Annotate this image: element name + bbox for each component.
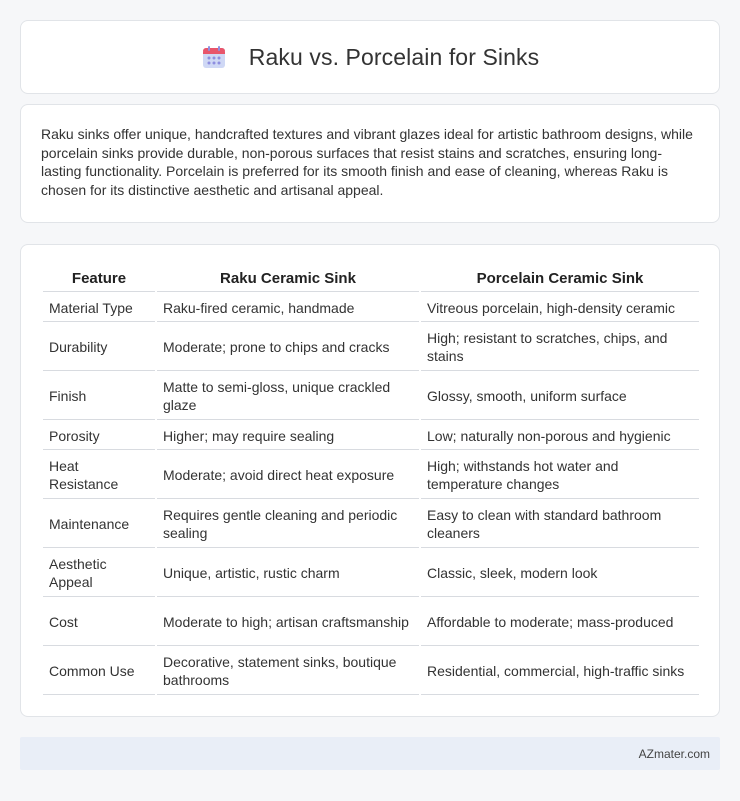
- porcelain-cell: High; resistant to scratches, chips, and stains: [421, 324, 699, 371]
- header-feature: Feature: [43, 268, 155, 292]
- feature-cell: Aesthetic Appeal: [43, 550, 155, 597]
- table-row: [43, 294, 699, 322]
- feature-cell: Common Use: [43, 648, 155, 695]
- feature-cell: Material Type: [43, 294, 155, 322]
- raku-cell: Moderate; prone to chips and cracks: [157, 324, 419, 371]
- raku-cell: Moderate to high; artisan craftsmanship: [157, 599, 419, 646]
- footer-brand: AZmater.com: [638, 746, 710, 761]
- table-row: [43, 599, 699, 646]
- table-row: [43, 422, 699, 450]
- page-title: Raku vs. Porcelain for Sinks: [248, 43, 540, 70]
- porcelain-cell: High; withstands hot water and temperature changes: [421, 452, 699, 499]
- porcelain-cell: Affordable to moderate; mass-produced: [421, 599, 699, 646]
- title-card: [20, 20, 720, 94]
- comparison-card: [20, 244, 720, 717]
- table-row: [43, 501, 699, 548]
- porcelain-cell: Residential, commercial, high-traffic sinks: [421, 648, 699, 695]
- raku-cell: Moderate; avoid direct heat exposure: [157, 452, 419, 499]
- feature-cell: Heat Resistance: [43, 452, 155, 499]
- raku-cell: Matte to semi-gloss, unique crackled glaze: [157, 373, 419, 420]
- summary-card: [20, 104, 720, 223]
- feature-cell: Porosity: [43, 422, 155, 450]
- header-porcelain: Porcelain Ceramic Sink: [421, 268, 699, 292]
- footer: [20, 737, 720, 770]
- porcelain-cell: Low; naturally non-porous and hygienic: [421, 422, 699, 450]
- feature-cell: Durability: [43, 324, 155, 371]
- table-row: [43, 452, 699, 499]
- table-row: [43, 550, 699, 597]
- table-header-row: [43, 268, 699, 292]
- calendar-icon: [201, 44, 227, 70]
- summary-text: Raku sinks offer unique, handcrafted textures and vibrant glazes ideal for artistic bathroom designs, while porcelain sinks provide durable, non-porous surfaces that resist stains and scratches, ensuring long-lasting functionality. Porcelain is preferred for its smooth finish and ease of cleaning, whereas Raku is chosen for its distinctive aesthetic and artisanal appeal.: [41, 126, 693, 198]
- table-row: [43, 373, 699, 420]
- porcelain-cell: Vitreous porcelain, high-density ceramic: [421, 294, 699, 322]
- feature-cell: Finish: [43, 373, 155, 420]
- feature-cell: Cost: [43, 599, 155, 646]
- feature-cell: Maintenance: [43, 501, 155, 548]
- header-raku: Raku Ceramic Sink: [157, 268, 419, 292]
- raku-cell: Decorative, statement sinks, boutique bathrooms: [157, 648, 419, 695]
- raku-cell: Higher; may require sealing: [157, 422, 419, 450]
- raku-cell: Requires gentle cleaning and periodic sealing: [157, 501, 419, 548]
- table-row: [43, 324, 699, 371]
- porcelain-cell: Glossy, smooth, uniform surface: [421, 373, 699, 420]
- porcelain-cell: Classic, sleek, modern look: [421, 550, 699, 597]
- comparison-table: [41, 266, 701, 697]
- raku-cell: Unique, artistic, rustic charm: [157, 550, 419, 597]
- porcelain-cell: Easy to clean with standard bathroom cleaners: [421, 501, 699, 548]
- raku-cell: Raku-fired ceramic, handmade: [157, 294, 419, 322]
- table-row: [43, 648, 699, 695]
